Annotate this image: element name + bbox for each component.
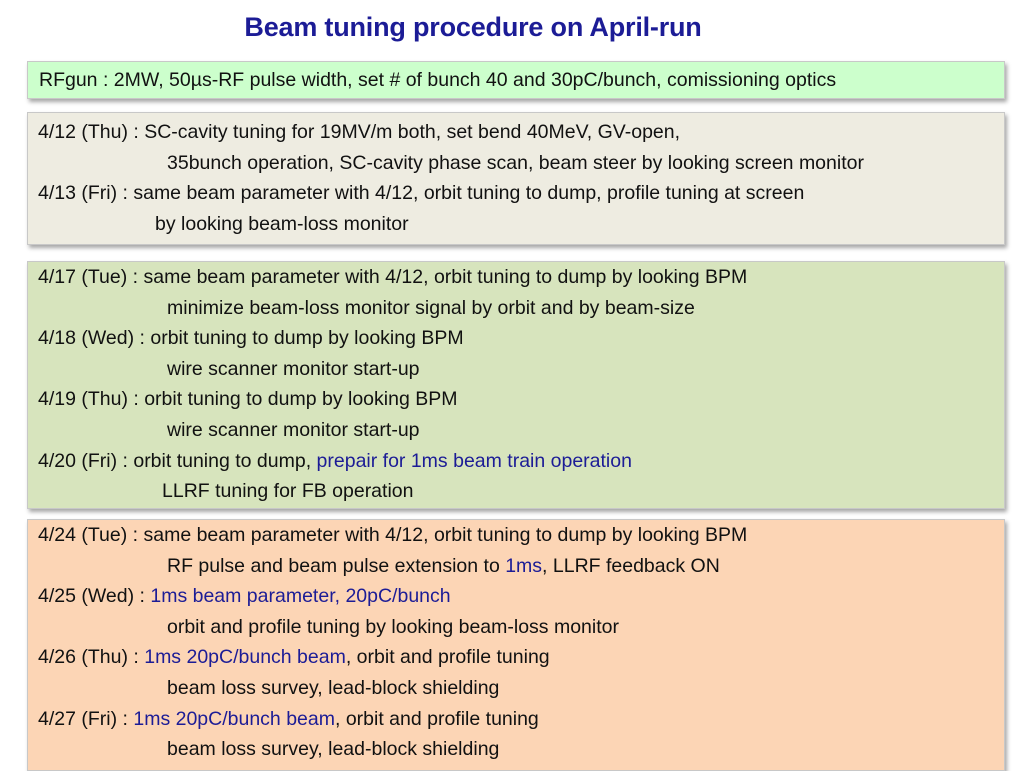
week2-schedule-box: [27, 261, 1005, 509]
apr18-entry: 4/18 (Wed) : orbit tuning to dump by looking BPM: [38, 327, 464, 350]
apr24-entry-continued: [38, 551, 1004, 582]
apr26-entry-text: 4/26 (Thu) :: [38, 646, 145, 669]
apr17-entry: 4/17 (Tue) : same beam parameter with 4/12, orbit tuning to dump by looking BPM: [38, 266, 748, 288]
apr27-entry-continued: beam loss survey, lead-block shielding: [167, 738, 500, 761]
apr27-highlight: 1ms 20pC/bunch beam: [133, 707, 335, 730]
week1-schedule-box: [27, 112, 1005, 245]
apr19-entry: 4/19 (Thu) : orbit tuning to dump by looking BPM: [38, 388, 458, 411]
apr19-entry-continued: wire scanner monitor start-up: [167, 418, 420, 441]
apr20-entry-text: 4/20 (Fri) : orbit tuning to dump,: [38, 449, 317, 472]
week3-schedule-box: [27, 519, 1005, 771]
rf-gun-summary-text: RFgun : 2MW, 50µs-RF pulse width, set # of bunch 40 and 30pC/bunch, comissioning optics: [39, 69, 837, 91]
apr13-entry-continued: by looking beam-loss monitor: [155, 212, 409, 235]
rf-gun-summary-box: [27, 61, 1005, 99]
apr20-highlight: prepair for 1ms beam train operation: [316, 449, 632, 472]
apr25-entry-continued: orbit and profile tuning by looking beam-loss monitor: [167, 615, 619, 638]
apr25-entry: [38, 581, 1004, 612]
apr12-entry-continued: 35bunch operation, SC-cavity phase scan, beam steer by looking screen monitor: [167, 151, 864, 174]
apr24-continued-text: RF pulse and beam pulse extension to: [167, 554, 506, 577]
apr20-entry: [38, 446, 1004, 477]
apr24-continued-suffix: , LLRF feedback ON: [542, 554, 720, 577]
apr25-entry-text: 4/25 (Wed) :: [38, 585, 151, 608]
apr27-entry-suffix: , orbit and profile tuning: [334, 707, 539, 730]
apr27-entry: [38, 704, 1004, 735]
apr25-highlight: 1ms beam parameter, 20pC/bunch: [150, 585, 451, 608]
apr26-entry: [38, 642, 1004, 673]
apr26-entry-suffix: , orbit and profile tuning: [345, 646, 550, 669]
apr24-entry: 4/24 (Tue) : same beam parameter with 4/12, orbit tuning to dump by looking BPM: [38, 524, 748, 546]
apr26-entry-continued: beam loss survey, lead-block shielding: [167, 676, 500, 699]
apr26-highlight: 1ms 20pC/bunch beam: [144, 646, 346, 669]
apr27-entry-text: 4/27 (Fri) :: [38, 707, 134, 730]
apr18-entry-continued: wire scanner monitor start-up: [167, 357, 420, 380]
page-title: Beam tuning procedure on April-run: [244, 12, 702, 42]
apr20-entry-continued: LLRF tuning for FB operation: [162, 480, 414, 503]
apr17-entry-continued: minimize beam-loss monitor signal by orbit and by beam-size: [167, 296, 695, 319]
apr12-entry: 4/12 (Thu) : SC-cavity tuning for 19MV/m both, set bend 40MeV, GV-open,: [38, 121, 681, 143]
apr24-highlight: 1ms: [505, 554, 543, 577]
apr13-entry: 4/13 (Fri) : same beam parameter with 4/12, orbit tuning to dump, profile tuning at screen: [38, 182, 805, 205]
